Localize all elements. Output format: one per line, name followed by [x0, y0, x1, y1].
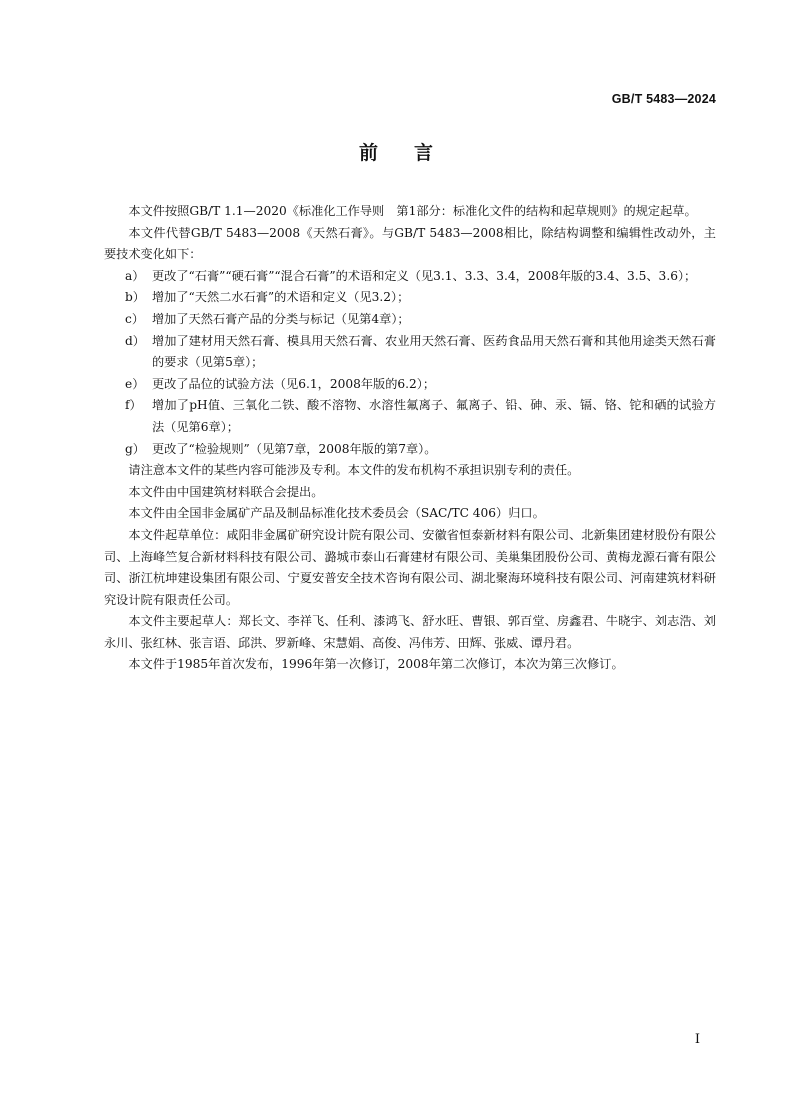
paragraph-drafting-rules: 本文件按照GB/T 1.1—2020《标准化工作导则 第1部分：标准化文件的结构和起草规则》的规定起草。 — [128, 204, 697, 218]
paragraph-drafting-units: 本文件起草单位：咸阳非金属矿研究设计院有限公司、安徽省恒泰新材料有限公司、北新集团建材股份有限公司、上海峰竺复合新材料科技有限公司、潞城市泰山石膏建材有限公司、美巢集团股份公司、黄梅龙源石膏有限公司、浙江杭坤建设集团有限公司、宁夏安普安全技术咨询有限公司、湖北聚海环境科技有限公司、河南建筑材料研究设计院有限责任公司。 — [104, 527, 716, 607]
list-marker: c） — [125, 311, 145, 326]
list-marker: e） — [125, 376, 145, 391]
title-char-1: 前 — [358, 142, 378, 164]
page-number: I — [694, 1032, 700, 1047]
list-text: 增加了建材用天然石膏、模具用天然石膏、农业用天然石膏、医药食品用天然石膏和其他用途类天然石膏的要求（见第5章）； — [152, 333, 716, 370]
paragraph-patent-notice: 请注意本文件的某些内容可能涉及专利。本文件的发布机构不承担识别专利的责任。 — [128, 463, 580, 478]
standard-number: GB/T 5483—2024 — [611, 92, 716, 106]
foreword-body — [104, 201, 716, 676]
change-item-d — [104, 331, 716, 374]
list-marker: d） — [125, 333, 145, 348]
title-char-2: 言 — [414, 142, 434, 164]
list-text: 增加了“天然二水石膏”的术语和定义（见3.2）； — [152, 290, 410, 305]
list-text: 增加了天然石膏产品的分类与标记（见第4章）； — [152, 311, 410, 326]
change-item-f — [104, 395, 716, 438]
paragraph-committee: 本文件由全国非金属矿产品及制品标准化技术委员会（SAC/TC 406）归口。 — [128, 506, 545, 521]
list-marker: b） — [125, 290, 145, 305]
paragraph-proposed-by: 本文件由中国建筑材料联合会提出。 — [128, 484, 324, 499]
change-item-g — [104, 439, 716, 461]
list-text: 更改了品位的试验方法（见6.1，2008年版的6.2）； — [152, 376, 436, 391]
list-text: 增加了pH值、三氧化二铁、酸不溶物、水溶性氟离子、氟离子、铅、砷、汞、镉、铬、铊和硒的试验方法（见第6章）； — [152, 398, 716, 434]
list-marker: g） — [125, 441, 145, 456]
page-title — [0, 138, 792, 165]
list-marker: f） — [125, 398, 142, 413]
list-marker: a） — [125, 268, 145, 283]
paragraph-history: 本文件于1985年首次发布，1996年第一次修订，2008年第二次修订，本次为第三次修订。 — [128, 657, 624, 672]
list-text: 更改了“石膏”“硬石膏”“混合石膏”的术语和定义（见3.1、3.3、3.4，2008年版的3.4、3.5、3.6）； — [152, 268, 697, 283]
change-item-a — [104, 266, 716, 288]
paragraph-drafters: 本文件主要起草人：郑长文、李祥飞、任利、漆鸿飞、舒水旺、曹银、郭百堂、房鑫君、牛晓宇、刘志浩、刘永川、张红林、张言语、邱洪、罗新峰、宋慧娟、高俊、冯伟芳、田辉、张威、谭丹君。 — [104, 614, 716, 650]
list-text: 更改了“检验规则”（见第7章，2008年版的第7章）。 — [152, 441, 437, 456]
paragraph-replaces: 本文件代替GB/T 5483—2008《天然石膏》。与GB/T 5483—2008相比，除结构调整和编辑性改动外，主要技术变化如下： — [104, 225, 716, 262]
change-item-e — [104, 374, 716, 396]
change-item-b — [104, 287, 716, 309]
change-item-c — [104, 309, 716, 331]
